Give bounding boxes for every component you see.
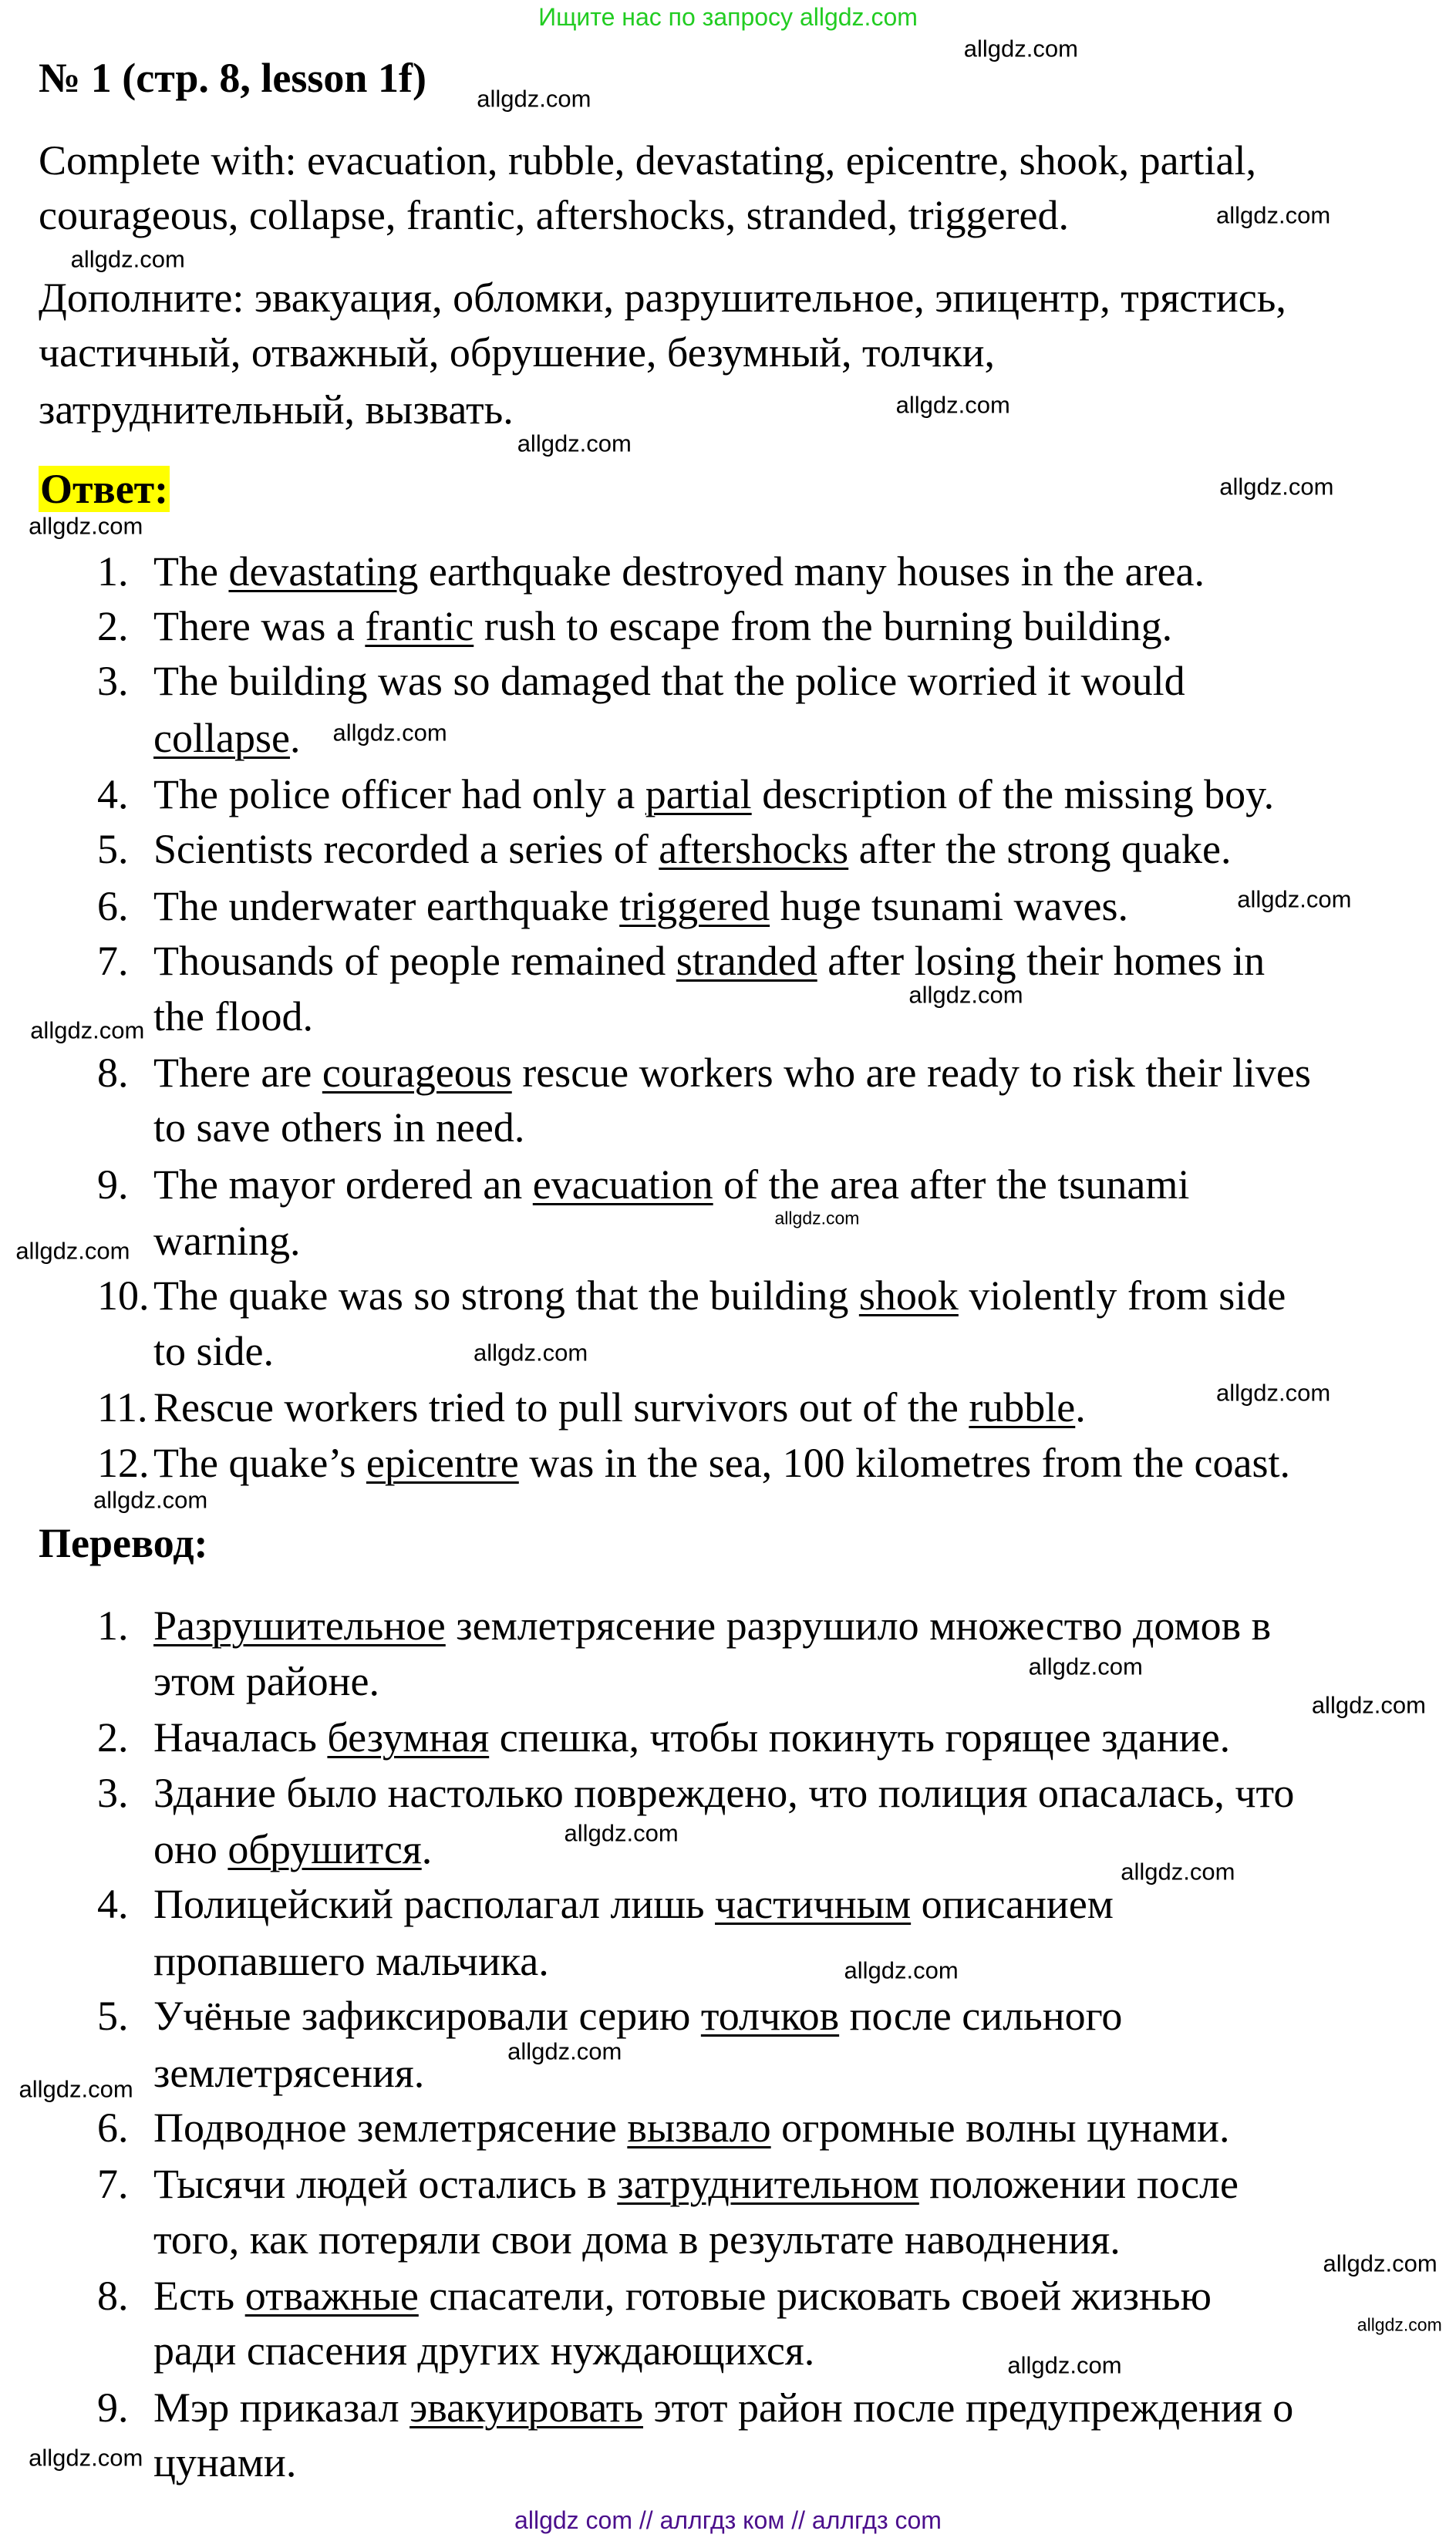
task-ru-line bbox=[0, 329, 1456, 376]
answer-word: evacuation bbox=[532, 1161, 713, 1208]
task-text: затруднительный, вызвать. bbox=[39, 386, 514, 433]
task-text: частичный, отважный, обрушение, безумный, толчки, bbox=[39, 329, 995, 376]
text-part: описанием bbox=[911, 1881, 1114, 1928]
text-part: Scientists recorded a series of bbox=[153, 826, 659, 873]
task-text: courageous, collapse, frantic, aftershocks, stranded, triggered. bbox=[39, 192, 1069, 239]
translation-line bbox=[0, 2104, 1456, 2151]
answer-line bbox=[0, 1439, 1456, 1486]
text-part: violently from side bbox=[958, 1272, 1286, 1319]
answer-word: courageous bbox=[322, 1049, 512, 1096]
item-number: 9. bbox=[97, 1161, 129, 1208]
watermark: allgdz.com bbox=[1216, 201, 1331, 229]
translation-line bbox=[0, 2439, 1456, 2486]
text-part: rush to escape from the burning building. bbox=[474, 602, 1173, 649]
translation-line bbox=[0, 2273, 1456, 2320]
text-part: to side. bbox=[153, 1327, 274, 1374]
watermark: allgdz.com bbox=[19, 2075, 133, 2103]
answer-word: Разрушительное bbox=[153, 1602, 446, 1650]
translation-line bbox=[0, 2161, 1456, 2208]
text-part: Началась bbox=[153, 1714, 328, 1761]
item-number: 4. bbox=[97, 771, 129, 818]
item-number: 5. bbox=[97, 1993, 129, 2040]
text-part: спасатели, готовые рисковать своей жизнью bbox=[418, 2273, 1212, 2320]
item-number: 5. bbox=[97, 826, 129, 873]
item-text bbox=[153, 938, 1266, 985]
watermark: allgdz.com bbox=[844, 1956, 959, 1984]
text-part: There are bbox=[153, 1049, 322, 1096]
answer-heading: Ответ: bbox=[40, 465, 169, 512]
text-part: цунами. bbox=[153, 2439, 297, 2486]
item-text bbox=[153, 1218, 301, 1265]
text-part: after losing their homes in bbox=[817, 938, 1266, 985]
item-number: 6. bbox=[97, 2104, 129, 2151]
answer-word: triggered bbox=[619, 882, 770, 929]
text-part: этот район после предупреждения о bbox=[643, 2384, 1294, 2431]
answer-line bbox=[0, 1272, 1456, 1319]
item-text bbox=[153, 1384, 1086, 1431]
text-part: Подводное землетрясение bbox=[153, 2104, 628, 2151]
text-part: Мэр приказал bbox=[153, 2384, 410, 2431]
answer-word: rubble bbox=[969, 1384, 1076, 1431]
item-number: 7. bbox=[97, 938, 129, 985]
item-number: 6. bbox=[97, 882, 129, 929]
item-text bbox=[153, 2104, 1230, 2151]
text-part: землетрясение разрушило множество домов в bbox=[445, 1602, 1272, 1650]
item-text bbox=[153, 1439, 1291, 1486]
watermark: allgdz.com bbox=[1007, 2351, 1122, 2379]
watermark: allgdz.com bbox=[1237, 885, 1352, 913]
text-part: huge tsunami waves. bbox=[770, 882, 1128, 929]
answer-line bbox=[0, 1327, 1456, 1374]
answer-word: collapse bbox=[153, 714, 290, 761]
text-part: The quake was so strong that the building bbox=[153, 1272, 859, 1319]
text-part: . bbox=[421, 1826, 433, 1872]
translation-line bbox=[0, 1657, 1456, 1704]
text-part: . bbox=[289, 714, 301, 761]
watermark: allgdz.com bbox=[1323, 2249, 1437, 2277]
watermark: allgdz.com bbox=[774, 1208, 860, 1228]
text-part: The police officer had only a bbox=[153, 771, 645, 818]
answer-word: обрушится bbox=[228, 1826, 422, 1872]
watermark: allgdz.com bbox=[908, 981, 1023, 1009]
watermark: allgdz.com bbox=[1121, 1858, 1235, 1886]
item-text bbox=[153, 2216, 1121, 2263]
item-text bbox=[153, 1327, 274, 1374]
text-part: Rescue workers tried to pull survivors out of the bbox=[153, 1384, 969, 1431]
text-part: Тысячи людей остались в bbox=[153, 2161, 618, 2208]
translation-heading: Перевод: bbox=[39, 1520, 208, 1567]
answer-word: затруднительном bbox=[617, 2161, 919, 2208]
item-number: 10. bbox=[97, 1272, 150, 1319]
text-part: The bbox=[153, 548, 229, 595]
item-text bbox=[153, 992, 313, 1040]
item-text bbox=[153, 1714, 1231, 1761]
answer-word: толчков bbox=[700, 1993, 840, 2040]
watermark: allgdz.com bbox=[507, 2037, 622, 2065]
watermark: allgdz.com bbox=[332, 719, 447, 746]
item-number: 1. bbox=[97, 548, 129, 595]
footer-banner: allgdz com // аллгдз ком // аллгдз com bbox=[514, 2506, 942, 2534]
text-part: description of the missing boy. bbox=[751, 771, 1275, 818]
text-part: of the area after the tsunami bbox=[713, 1161, 1190, 1208]
answer-word: partial bbox=[645, 771, 752, 818]
text-part: Полицейский располагал лишь bbox=[153, 1881, 716, 1928]
search-banner: Ищите нас по запросу allgdz.com bbox=[538, 3, 918, 31]
item-text bbox=[153, 1937, 549, 1984]
item-text bbox=[153, 1161, 1190, 1208]
item-text bbox=[153, 602, 1173, 649]
answer-line bbox=[0, 938, 1456, 985]
item-text bbox=[153, 1769, 1295, 1816]
item-text bbox=[153, 882, 1128, 929]
task-en-line bbox=[0, 136, 1456, 184]
text-part: The quake’s bbox=[153, 1439, 366, 1486]
item-number: 2. bbox=[97, 602, 129, 649]
watermark: allgdz.com bbox=[895, 391, 1010, 418]
item-number: 7. bbox=[97, 2161, 129, 2208]
watermark: allgdz.com bbox=[1216, 1379, 1331, 1407]
text-part: rescue workers who are ready to risk their lives bbox=[511, 1049, 1311, 1096]
answer-line bbox=[0, 826, 1456, 873]
translation-line bbox=[0, 1769, 1456, 1816]
watermark: allgdz.com bbox=[1311, 1691, 1426, 1719]
answer-line bbox=[0, 602, 1456, 649]
answer-word: devastating bbox=[228, 548, 419, 595]
item-number: 3. bbox=[97, 658, 129, 705]
item-number: 2. bbox=[97, 1714, 129, 1761]
text-part: Thousands of people remained bbox=[153, 938, 676, 985]
item-number: 12. bbox=[97, 1439, 150, 1486]
item-text bbox=[153, 1657, 379, 1704]
item-number: 4. bbox=[97, 1881, 129, 1928]
item-text bbox=[153, 2384, 1294, 2431]
text-part: after the strong quake. bbox=[848, 826, 1232, 873]
watermark: allgdz.com bbox=[564, 1819, 679, 1847]
text-part: The underwater earthquake bbox=[153, 882, 620, 929]
answer-line bbox=[0, 1049, 1456, 1096]
item-text bbox=[153, 548, 1205, 595]
watermark: allgdz.com bbox=[477, 85, 592, 113]
watermark: allgdz.com bbox=[1219, 473, 1334, 500]
translation-line bbox=[0, 1602, 1456, 1650]
answer-line bbox=[0, 714, 1456, 761]
translation-heading-line bbox=[0, 1520, 1456, 1567]
watermark: allgdz.com bbox=[1028, 1653, 1143, 1680]
text-part: оно bbox=[153, 1826, 228, 1872]
item-number: 3. bbox=[97, 1769, 129, 1816]
text-part: положении после bbox=[918, 2161, 1239, 2208]
item-text bbox=[153, 714, 301, 761]
watermark: allgdz.com bbox=[517, 430, 632, 457]
item-text bbox=[153, 1881, 1114, 1928]
answer-line bbox=[0, 658, 1456, 705]
translation-line bbox=[0, 1828, 1456, 1870]
text-part: Есть bbox=[153, 2273, 245, 2320]
text-part: The building was so damaged that the police worried it would bbox=[153, 658, 1185, 705]
item-text bbox=[153, 2273, 1212, 2320]
text-part: Здание было настолько повреждено, что полиция опасалась, что bbox=[153, 1769, 1295, 1816]
text-part: . bbox=[1075, 1384, 1086, 1431]
item-text bbox=[153, 1272, 1286, 1319]
item-text bbox=[153, 826, 1232, 873]
item-text bbox=[153, 1602, 1272, 1650]
text-part: The mayor ordered an bbox=[153, 1161, 533, 1208]
text-part: earthquake destroyed many houses in the area. bbox=[418, 548, 1205, 595]
title-line bbox=[0, 54, 1456, 101]
text-part: warning. bbox=[153, 1218, 301, 1265]
item-number: 1. bbox=[97, 1602, 129, 1650]
translation-line bbox=[0, 1881, 1456, 1928]
watermark: allgdz.com bbox=[963, 35, 1078, 62]
item-text bbox=[153, 2327, 815, 2374]
item-text bbox=[153, 1049, 1311, 1096]
watermark: allgdz.com bbox=[29, 2444, 143, 2472]
answer-word: stranded bbox=[676, 938, 817, 985]
item-number: 9. bbox=[97, 2384, 129, 2431]
watermark: allgdz.com bbox=[93, 1486, 208, 1514]
task-ru-line bbox=[0, 386, 1456, 433]
text-part: to save others in need. bbox=[153, 1104, 525, 1151]
translation-line bbox=[0, 1714, 1456, 1761]
text-part: пропавшего мальчика. bbox=[153, 1937, 549, 1984]
item-text bbox=[153, 1828, 432, 1870]
task-text: Дополните: эвакуация, обломки, разрушительное, эпицентр, трястись, bbox=[39, 275, 1286, 322]
item-text bbox=[153, 1104, 525, 1151]
answer-word: frantic bbox=[365, 602, 474, 649]
answer-word: вызвало bbox=[627, 2104, 771, 2151]
watermark: allgdz.com bbox=[1357, 2314, 1442, 2335]
answer-word: epicentre bbox=[366, 1439, 519, 1486]
answer-word: отважные bbox=[244, 2273, 419, 2320]
task-ru-line bbox=[0, 275, 1456, 322]
answer-line bbox=[0, 1104, 1456, 1151]
translation-line bbox=[0, 2327, 1456, 2374]
text-part: этом районе. bbox=[153, 1657, 379, 1704]
translation-line bbox=[0, 2384, 1456, 2431]
text-part: спешка, чтобы покинуть горящее здание. bbox=[489, 1714, 1231, 1761]
text-part: того, как потеряли свои дома в результате наводнения. bbox=[153, 2216, 1121, 2263]
item-text bbox=[153, 771, 1275, 818]
watermark: allgdz.com bbox=[474, 1339, 588, 1367]
text-part: There was a bbox=[153, 602, 366, 649]
answer-line bbox=[0, 1161, 1456, 1208]
exercise-title: № 1 (стр. 8, lesson 1f) bbox=[39, 54, 426, 101]
translation-line bbox=[0, 1993, 1456, 2040]
item-number: 11. bbox=[97, 1384, 148, 1431]
answer-heading-wrap bbox=[39, 465, 170, 512]
watermark: allgdz.com bbox=[15, 1237, 130, 1265]
translation-line bbox=[0, 1937, 1456, 1984]
answer-line bbox=[0, 771, 1456, 818]
text-part: ради спасения других нуждающихся. bbox=[153, 2327, 815, 2374]
text-part: was in the sea, 100 kilometres from the coast. bbox=[518, 1439, 1291, 1486]
item-text bbox=[153, 1993, 1123, 2040]
answer-word: shook bbox=[858, 1272, 959, 1319]
text-part: после сильного bbox=[839, 1993, 1123, 2040]
watermark: allgdz.com bbox=[70, 245, 185, 273]
answer-word: эвакуировать bbox=[410, 2384, 643, 2431]
text-part: огромные волны цунами. bbox=[770, 2104, 1230, 2151]
item-text bbox=[153, 2439, 297, 2486]
item-text bbox=[153, 658, 1185, 705]
item-number: 8. bbox=[97, 1049, 129, 1096]
text-part: Учёные зафиксировали серию bbox=[153, 1993, 701, 2040]
item-number: 8. bbox=[97, 2273, 129, 2320]
text-part: the flood. bbox=[153, 992, 313, 1040]
answer-word: безумная bbox=[327, 1714, 490, 1761]
text-part: землетрясения. bbox=[153, 2049, 425, 2096]
task-text: Complete with: evacuation, rubble, devastating, epicentre, shook, partial, bbox=[39, 136, 1257, 184]
watermark: allgdz.com bbox=[30, 1016, 145, 1044]
answer-line bbox=[0, 548, 1456, 595]
item-text bbox=[153, 2161, 1239, 2208]
answer-word: частичным bbox=[715, 1881, 912, 1928]
watermark: allgdz.com bbox=[29, 512, 143, 540]
answer-word: aftershocks bbox=[659, 826, 849, 873]
item-text bbox=[153, 2049, 425, 2096]
